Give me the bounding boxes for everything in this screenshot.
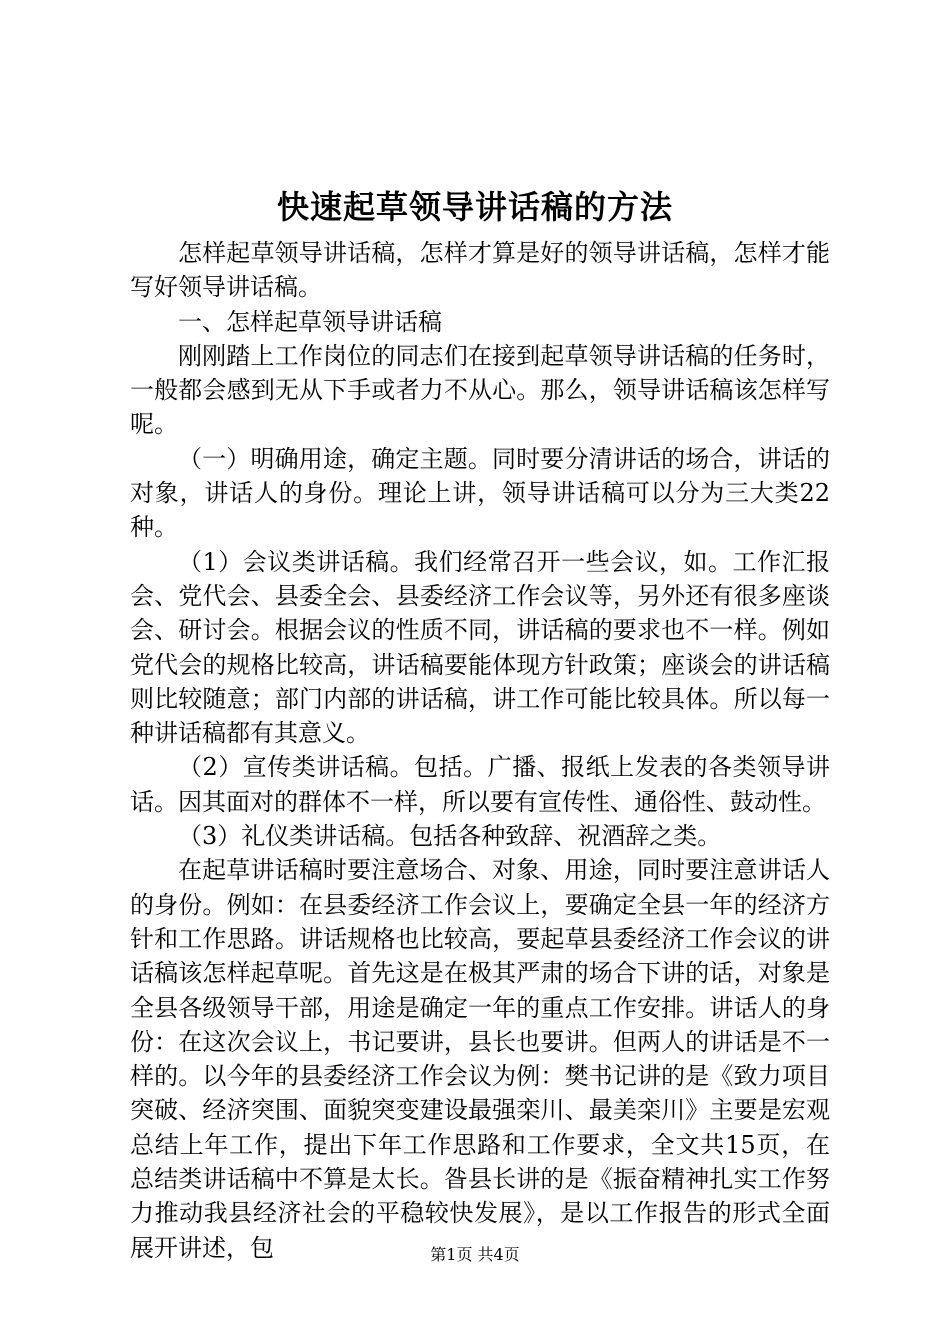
paragraph: 在起草讲话稿时要注意场合、对象、用途，同时要注意讲话人的身份。例如：在县委经济工作会议上，要确定全县一年的经济方针和工作思路。讲话规格也比较高，要起草县委经济工作会议的讲话稿该怎样起草呢。首先这是在极其严肃的场合下讲的话，对象是全县各级领导干部，用途是确定一年的重点工作安排。讲话人的身份：在这次会议上，书记要讲，县长也要讲。但两人的讲话是不一样的。以今年的县委经济工作会议为例：樊书记讲的是《致力项目突破、经济突围、面貌突变建设最强栾川、最美栾川》主要是宏观总结上年工作，提出下年工作思路和工作要求，全文共15页，在总结类讲话稿中不算是太长。昝县长讲的是《振奋精神扎实工作努力推动我县经济社会的平稳较快发展》，是以工作报告的形式全面展开讲述，包 (130, 856, 830, 1262)
paragraph: 刚刚踏上工作岗位的同志们在接到起草领导讲话稿的任务时，一般都会感到无从下手或者力不从心。那么，领导讲话稿该怎样写呢。 (130, 341, 830, 439)
document-title: 快速起草领导讲话稿的方法 (276, 188, 673, 226)
paragraph: （1）会议类讲话稿。我们经常召开一些会议，如。工作汇报会、党代会、县委全会、县委经济工作会议等，另外还有很多座谈会、研讨会。根据会议的性质不同，讲话稿的要求也不一样。例如党代会的规格比较高，讲话稿要能体现方针政策；座谈会的讲话稿则比较随意；部门内部的讲话稿，讲工作可能比较具体。所以每一种讲话稿都有其意义。 (130, 547, 830, 748)
paragraph: （一）明确用途，确定主题。同时要分清讲话的场合，讲话的对象，讲话人的身份。理论上讲，领导讲话稿可以分为三大类22种。 (130, 444, 830, 542)
paragraph: （3）礼仪类讲话稿。包括各种致辞、祝酒辞之类。 (178, 822, 722, 851)
paragraph: （2）宣传类讲话稿。包括。广播、报纸上发表的各类领导讲话。因其面对的群体不一样，所以要有宣传性、通俗性、鼓动性。 (130, 753, 830, 816)
document-body (130, 236, 830, 1265)
paragraph: 怎样起草领导讲话稿，怎样才算是好的领导讲话稿，怎样才能写好领导讲话稿。 (130, 239, 830, 302)
page-footer: 第1页 共4页 (430, 1245, 520, 1264)
section-heading: 一、怎样起草领导讲话稿 (178, 307, 442, 336)
